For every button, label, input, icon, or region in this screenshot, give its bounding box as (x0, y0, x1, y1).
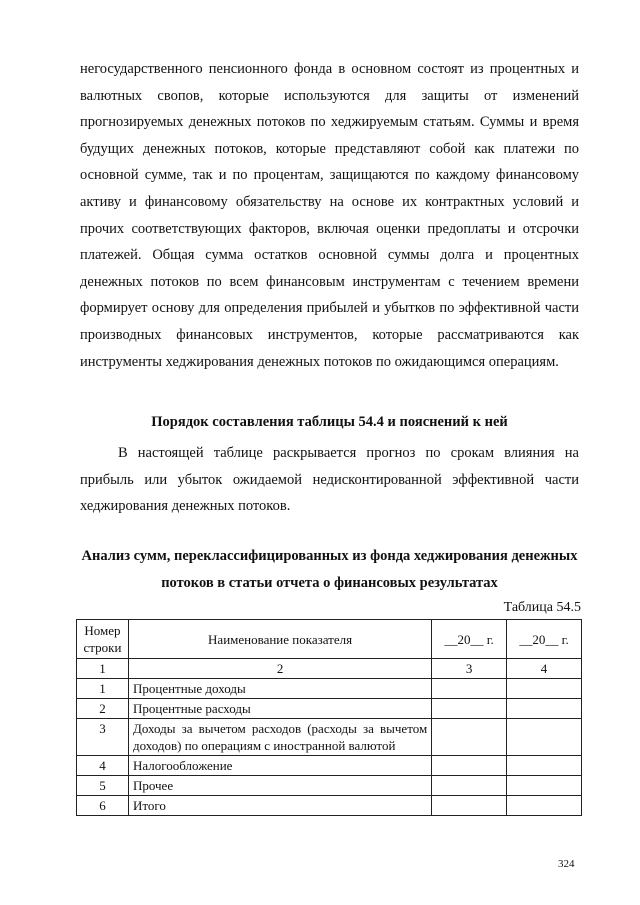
row-value-cell (432, 719, 507, 756)
page-number: 324 (558, 858, 575, 870)
table-row (77, 796, 582, 816)
row-number-cell: 5 (77, 776, 129, 796)
header-cell-number: Номер строки (77, 620, 129, 659)
table-title: Анализ сумм, переклассифицированных из фонда хеджирования денежных потоков в статьи отчета о финансовых результатах (81, 548, 578, 591)
header-cell-name: Наименование показателя (128, 620, 431, 659)
row-number-cell: 4 (77, 756, 129, 776)
table-col-number-row (77, 659, 582, 679)
row-number-cell: 3 (77, 719, 129, 756)
row-value-cell (507, 796, 582, 816)
body-paragraph-1: негосударственного пенсионного фонда в основном состоят из процентных и валютных свопов, которые используются для защиты от изменений прогнозируемых денежных потоков по хеджируемым статьям. Суммы и время будущих денежных потоков, которые представляют собой как платежи по основной сумме, так и по процентам, защищаются по каждому финансовому активу и финансовому обязательству на основе их контрактных условий и прочих соответствующих факторов, включая оценки предоплаты и отсрочки платежей. Общая сумма остатков основной суммы долга и процентных денежных потоков по всем финансовым инструментам с течением времени формирует основу для определения прибылей и убытков по эффективной части производных финансовых инструментов, которые рассматриваются как инструменты хеджирования денежных потоков по ожидающимся операциям. (80, 61, 579, 370)
row-name-cell: Процентные доходы (128, 679, 431, 699)
header-cell-year-2: __20__ г. (507, 620, 582, 659)
row-number-cell: 6 (77, 796, 129, 816)
row-number-cell: 1 (77, 679, 129, 699)
row-name-cell: Прочее (128, 776, 431, 796)
table-row (77, 679, 582, 699)
row-name-cell: Доходы за вычетом расходов (расходы за вычетом доходов) по операциям с иностранной валютой (128, 719, 431, 756)
table-row (77, 719, 582, 756)
row-name-cell: Итого (128, 796, 431, 816)
row-value-cell (507, 699, 582, 719)
header-cell-year-1: __20__ г. (432, 620, 507, 659)
col-number-cell: 1 (77, 659, 129, 679)
row-value-cell (507, 719, 582, 756)
row-value-cell (432, 699, 507, 719)
data-table (76, 619, 582, 816)
row-value-cell (507, 776, 582, 796)
table-row (77, 776, 582, 796)
col-number-cell: 4 (507, 659, 582, 679)
row-name-cell: Налогообложение (128, 756, 431, 776)
row-value-cell (432, 796, 507, 816)
row-value-cell (507, 756, 582, 776)
col-number-cell: 2 (128, 659, 431, 679)
row-value-cell (507, 679, 582, 699)
body-paragraph-2: В настоящей таблице раскрывается прогноз по срокам влияния на прибыль или убыток ожидаемой недисконтированной эффективной части хеджирования денежных потоков. (80, 445, 579, 515)
table-row (77, 699, 582, 719)
row-name-cell: Процентные расходы (128, 699, 431, 719)
col-number-cell: 3 (432, 659, 507, 679)
row-number-cell: 2 (77, 699, 129, 719)
table-label: Таблица 54.5 (503, 600, 581, 615)
table-row (77, 756, 582, 776)
row-value-cell (432, 776, 507, 796)
section-heading: Порядок составления таблицы 54.4 и пояснений к ней (151, 414, 508, 430)
row-value-cell (432, 679, 507, 699)
table-header-row (77, 620, 582, 659)
row-value-cell (432, 756, 507, 776)
